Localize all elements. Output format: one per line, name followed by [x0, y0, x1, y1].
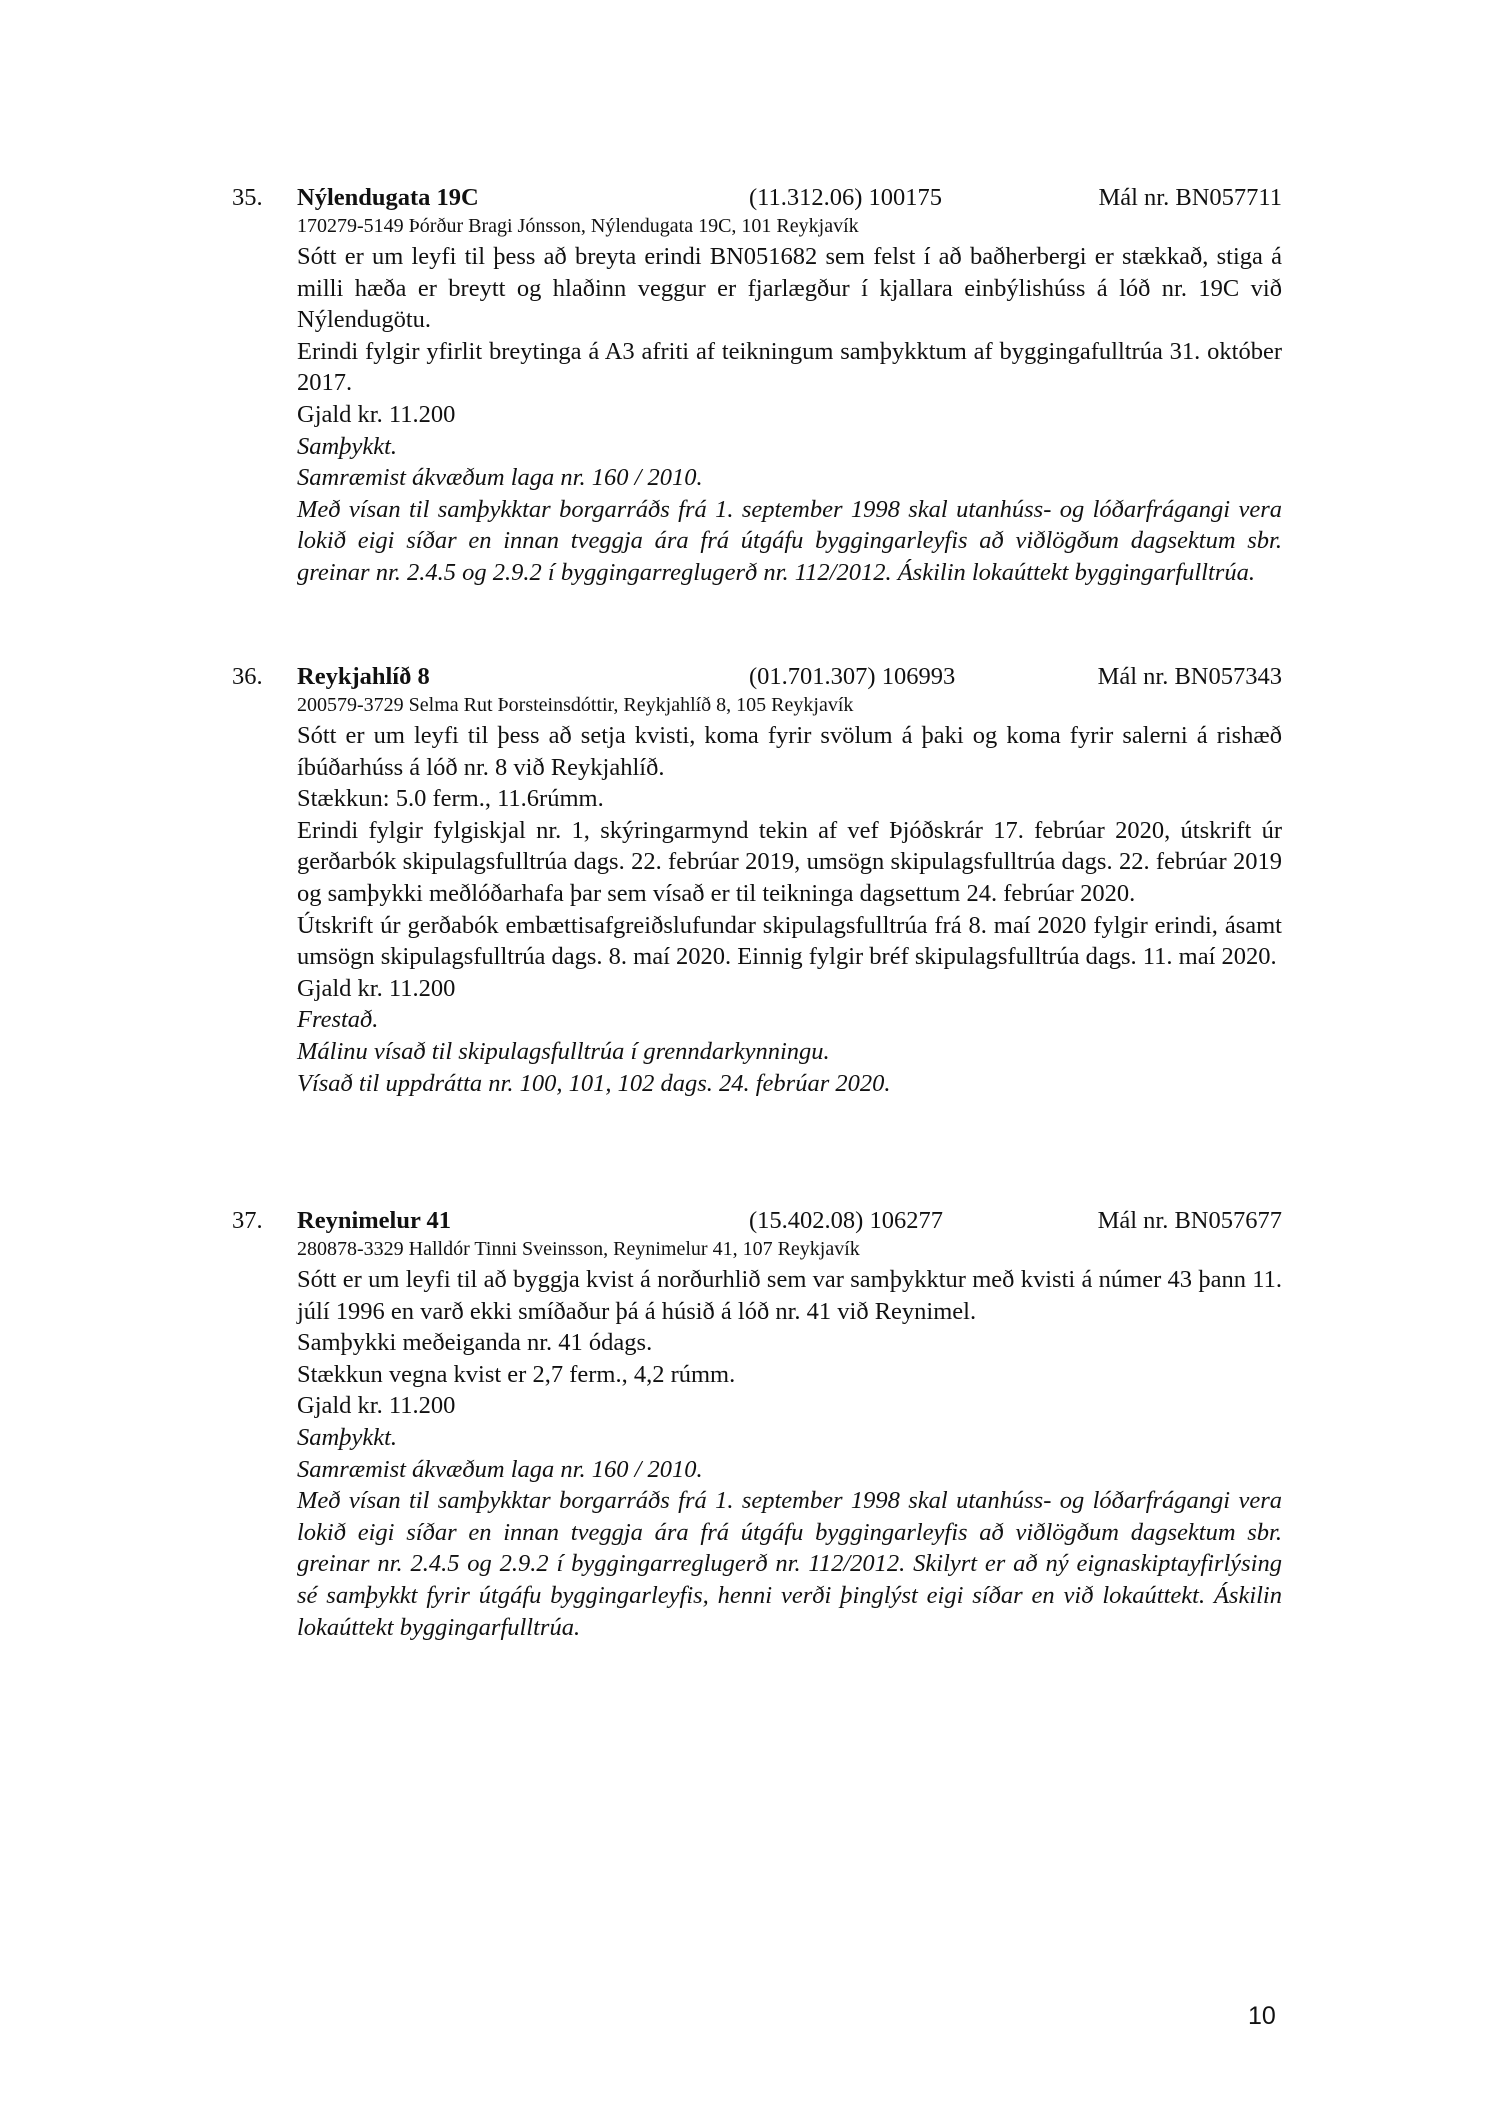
agenda-item-36	[232, 661, 1282, 1099]
item-number: 37.	[232, 1207, 263, 1234]
item-header	[232, 1205, 1282, 1237]
paragraph-drawings-reference: Vísað til uppdrátta nr. 100, 101, 102 dags. 24. febrúar 2020.	[297, 1069, 891, 1097]
item-case-number: Mál nr. BN057677	[1097, 1207, 1282, 1234]
item-case-number: Mál nr. BN057711	[1098, 184, 1282, 211]
paragraph-enlargement: Stækkun: 5.0 ferm., 11.6rúmm.	[297, 785, 604, 813]
item-title: Nýlendugata 19C	[297, 184, 479, 211]
item-land-reference: (15.402.08) 106277	[749, 1207, 943, 1234]
paragraph-request: Sótt er um leyfi til þess að setja kvisti, koma fyrir svölum á þaki og koma fyrir salerni á rishæð íbúðarhúss á lóð nr. 8 við Reykjahlíð.	[297, 722, 1282, 781]
agenda-item-37	[232, 1205, 1282, 1643]
paragraph-fee: Gjald kr. 11.200	[297, 974, 456, 1002]
item-title: Reykjahlíð 8	[297, 663, 430, 690]
paragraph-attachments: Erindi fylgir yfirlit breytinga á A3 afriti af teikningum samþykktum af byggingafulltrúa 31. október 2017.	[297, 337, 1282, 397]
paragraph-law-reference: Samræmist ákvæðum laga nr. 160 / 2010.	[297, 1455, 703, 1483]
paragraph-fee: Gjald kr. 11.200	[297, 1392, 456, 1420]
paragraph-request: Sótt er um leyfi til að byggja kvist á norðurhlið sem var samþykktur með kvisti á númer 43 þann 11. júlí 1996 en varð ekki smíðaður þá á húsið á lóð nr. 41 við Reynimel.	[297, 1266, 1282, 1325]
paragraph-decision: Samþykkt.	[297, 432, 397, 460]
paragraph-law-reference: Samræmist ákvæðum laga nr. 160 / 2010.	[297, 464, 703, 492]
paragraph-minutes: Útskrift úr gerðabók embættisafgreiðslufundar skipulagsfulltrúa frá 8. maí 2020 fylgir erindi, ásamt umsögn skipulagsfulltrúa dags. 8. maí 2020. Einnig fylgir bréf skipulagsfulltrúa dags. 11. maí 2020.	[297, 911, 1282, 971]
paragraph-co-owner-consent: Samþykki meðeiganda nr. 41 ódags.	[297, 1329, 653, 1357]
paragraph-request: Sótt er um leyfi til þess að breyta erindi BN051682 sem felst í að baðherbergi er stækkað, stiga á milli hæða er breytt og hlaðinn veggur er fjarlægður í kjallara einbýlishúss á lóð nr. 19C við Nýlendugötu.	[297, 243, 1282, 334]
page-number: 10	[1248, 2002, 1276, 2030]
paragraph-attachments: Erindi fylgir fylgiskjal nr. 1, skýringarmynd tekin af vef Þjóðskrár 17. febrúar 2020, útskrift úr gerðarbók skipulagsfulltrúa dags. 22. febrúar 2019, umsögn skipulagsfulltrúa dags. 22. febrúar 2019 og samþykki meðlóðarhafa þar sem vísað er til teikninga dagsettum 24. febrúar 2020.	[297, 816, 1282, 907]
applicant-line: 200579-3729 Selma Rut Þorsteinsdóttir, Reykjahlíð 8, 105 Reykjavík	[297, 694, 854, 716]
item-body	[297, 214, 1282, 589]
paragraph-decision: Frestað.	[297, 1006, 379, 1034]
paragraph-referral: Málinu vísað til skipulagsfulltrúa í grenndarkynningu.	[297, 1037, 830, 1065]
item-number: 35.	[232, 184, 263, 211]
paragraph-decision: Samþykkt.	[297, 1423, 397, 1451]
applicant-line: 280878-3329 Halldór Tinni Sveinsson, Reynimelur 41, 107 Reykjavík	[297, 1238, 860, 1260]
paragraph-fee: Gjald kr. 11.200	[297, 400, 456, 428]
item-header	[232, 661, 1282, 693]
item-header	[232, 182, 1282, 214]
item-land-reference: (01.701.307) 106993	[749, 663, 956, 690]
item-land-reference: (11.312.06) 100175	[749, 184, 943, 211]
item-body	[297, 1237, 1282, 1643]
item-number: 36.	[232, 663, 263, 690]
item-title: Reynimelur 41	[297, 1207, 452, 1234]
agenda-item-35	[232, 182, 1282, 589]
item-body	[297, 693, 1282, 1099]
paragraph-conditions: Með vísan til samþykktar borgarráðs frá 1. september 1998 skal utanhúss- og lóðarfrágangi vera lokið eigi síðar en innan tveggja ára frá útgáfu byggingarleyfis að viðlögðum dagsektum sbr. greinar nr. 2.4.5 og 2.9.2 í byggingarreglugerð nr. 112/2012. Áskilin lokaúttekt byggingarfulltrúa.	[297, 495, 1282, 586]
paragraph-enlargement: Stækkun vegna kvist er 2,7 ferm., 4,2 rúmm.	[297, 1360, 736, 1388]
applicant-line: 170279-5149 Þórður Bragi Jónsson, Nýlendugata 19C, 101 Reykjavík	[297, 215, 859, 237]
item-case-number: Mál nr. BN057343	[1097, 663, 1282, 690]
paragraph-conditions: Með vísan til samþykktar borgarráðs frá 1. september 1998 skal utanhúss- og lóðarfrágangi vera lokið eigi síðar en innan tveggja ára frá útgáfu byggingarleyfis að viðlögðum dagsektum sbr. greinar nr. 2.4.5 og 2.9.2 í byggingarreglugerð nr. 112/2012. Skilyrt er að ný eignaskiptayfirlýsing sé samþykkt fyrir útgáfu byggingarleyfis, henni verði þinglýst eigi síðar en við lokaúttekt. Áskilin lokaúttekt byggingarfulltrúa.	[297, 1487, 1282, 1641]
